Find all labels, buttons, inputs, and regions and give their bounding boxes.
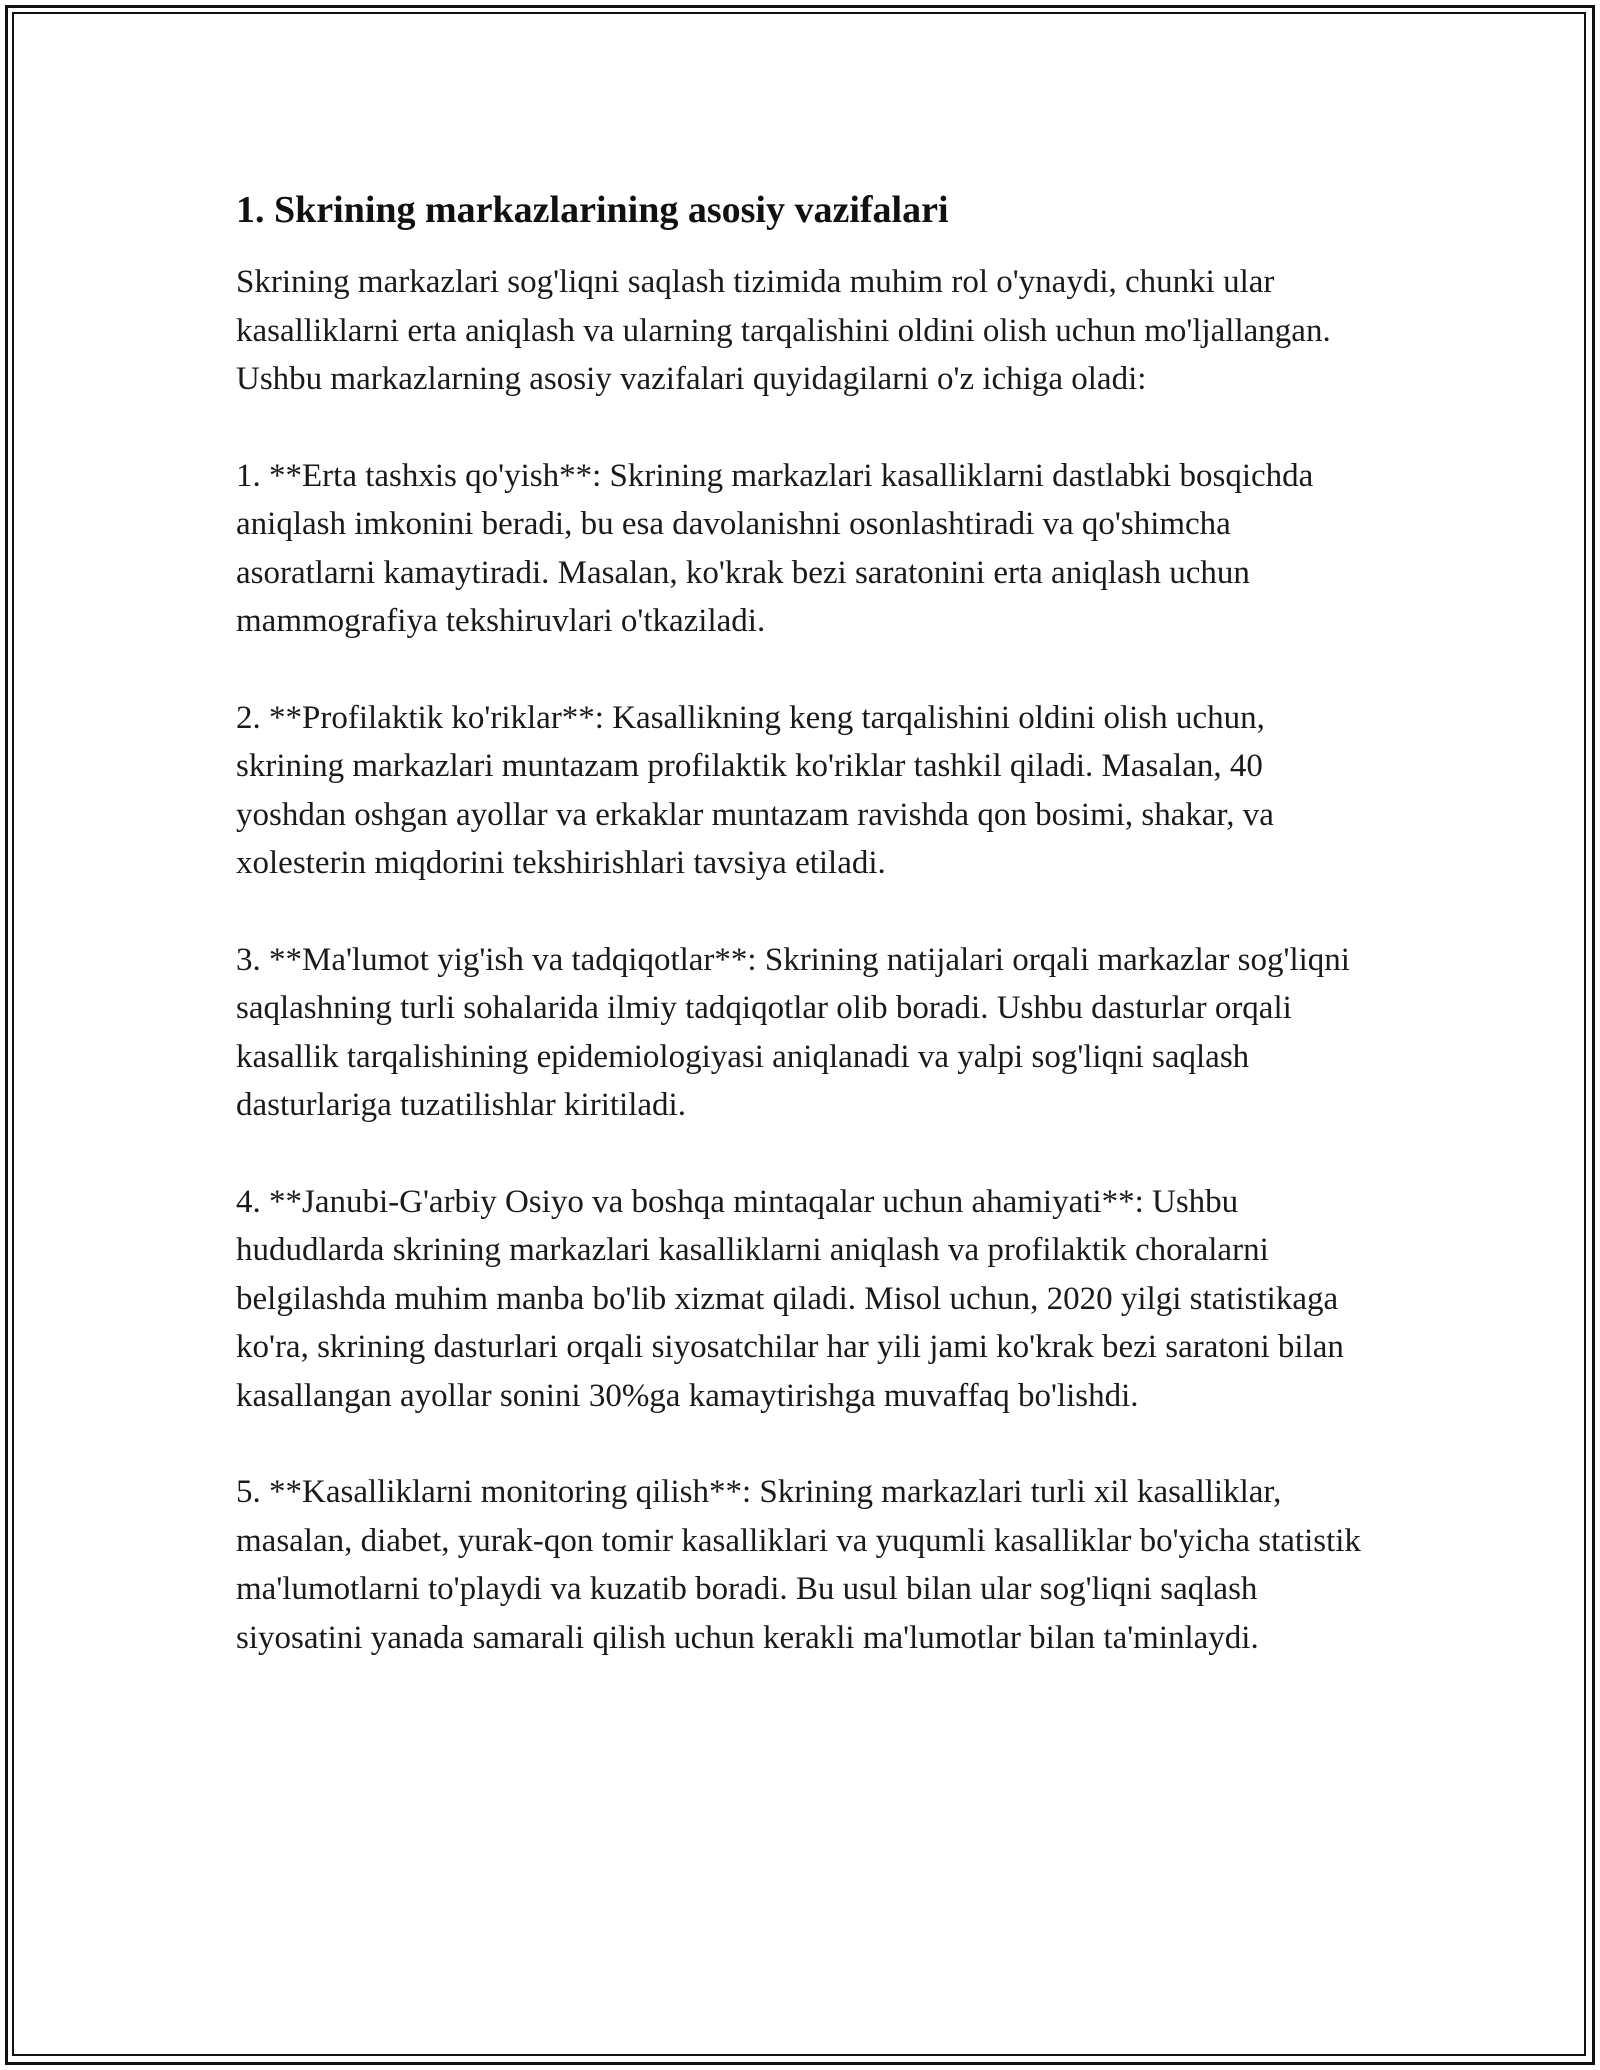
- list-item-2: 2. **Profilaktik ko'riklar**: Kasallikning keng tarqalishini oldini olish uchun, skrining markazlari muntazam profilaktik ko'riklar tashkil qiladi. Masalan, 40 yoshdan oshgan ayollar va erkaklar muntazam ravishda qon bosimi, shakar, va xolesterin miqdorini tekshirishlari tavsiya etiladi.: [236, 699, 1274, 881]
- list-item-4: 4. **Janubi-G'arbiy Osiyo va boshqa mintaqalar uchun ahamiyati**: Ushbu hududlarda skrining markazlari kasalliklarni aniqlash va profilaktik choralarni belgilashda muhim manba bo'lib xizmat qiladi. Misol uchun, 2020 yilgi statistikaga ko'ra, skrining dasturlari orqali siyosatchilar har yili jami ko'krak bezi saratoni bilan kasallangan ayollar sonini 30%ga kamaytirishga muvaffaq bo'lishdi.: [236, 1183, 1344, 1414]
- document-title: 1. Skrining markazlarining asosiy vazifalari: [236, 189, 949, 231]
- list-item-5: 5. **Kasalliklarni monitoring qilish**: Skrining markazlari turli xil kasalliklar, masalan, diabet, yurak-qon tomir kasalliklari va yuqumli kasalliklar bo'yicha statistik ma'lumotlarni to'playdi va kuzatib boradi. Bu usul bilan ular sog'liqni saqlash siyosatini yanada samarali qilish uchun kerakli ma'lumotlar bilan ta'minlaydi.: [236, 1474, 1361, 1656]
- list-item-1: 1. **Erta tashxis qo'yish**: Skrining markazlari kasalliklarni dastlabki bosqichda aniqlash imkonini beradi, bu esa davolanishni osonlashtiradi va qo'shimcha asoratlarni kamaytiradi. Masalan, ko'krak bezi saratonini erta aniqlash uchun mammografiya tekshiruvlari o'tkaziladi.: [236, 457, 1314, 639]
- list-item-3: 3. **Ma'lumot yig'ish va tadqiqotlar**: Skrining natijalari orqali markazlar sog'liqni saqlashning turli sohalarida ilmiy tadqiqotlar olib boradi. Ushbu dasturlar orqali kasallik tarqalishining epidemiologiyasi aniqlanadi va yalpi sog'liqni saqlash dasturlariga tuzatilishlar kiritiladi.: [236, 941, 1350, 1123]
- intro-paragraph: Skrining markazlari sog'liqni saqlash tizimida muhim rol o'ynaydi, chunki ular kasalliklarni erta aniqlash va ularning tarqalishini oldini olish uchun mo'ljallangan. Ushbu markazlarning asosiy vazifalari quyidagilarni o'z ichiga oladi:: [236, 264, 1331, 397]
- document-body: [236, 186, 1366, 1662]
